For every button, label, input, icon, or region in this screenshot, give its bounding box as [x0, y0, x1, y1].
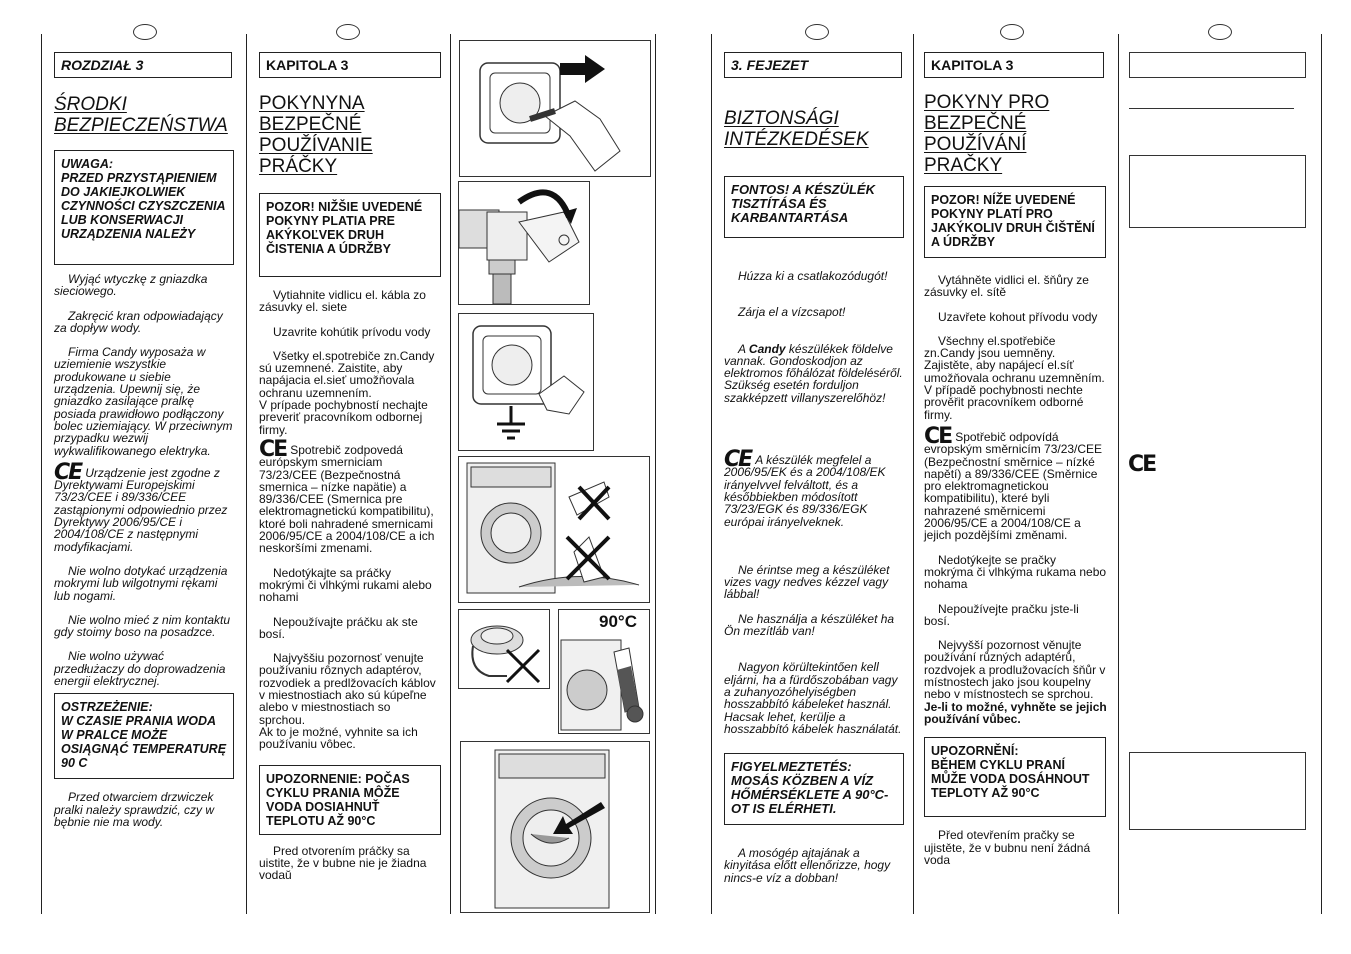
- empty-title-line: [1129, 108, 1294, 109]
- paragraph: Vytáhněte vidlici el. šňůry ze zásuvky el. sítě: [924, 273, 1089, 300]
- paragraph: Nagyon körültekintően kell eljárni, ha a fürdőszobában vagy a zuhanyozóhelyiségben hosszabbító kábeleket használ. Hacsak lehet, kerülje a hosszabbító kábelek használatát.: [724, 660, 902, 736]
- title-line: POUŽÍVANIE: [259, 135, 373, 156]
- section-title: [259, 93, 439, 177]
- language-marker: [1208, 24, 1232, 40]
- title-line: ŚRODKI: [54, 94, 127, 115]
- title-line: INTÉZKEDÉSEK: [724, 129, 869, 150]
- paragraph: Nejvyšší pozornost věnujte používání různých adaptérů, rozdvojek a prodlužovacích šňůr v místnostech jako jsou koupelny nebo v místnostech se sprchou.: [924, 638, 1106, 702]
- check-drum-illustration: [460, 741, 650, 913]
- title-line: BIZTONSÁGI: [724, 108, 839, 129]
- czech-column: [924, 52, 1107, 866]
- extension-cord-illustration: [458, 609, 550, 689]
- warning-box: POZOR! NIŽŠIE UVEDENÉ POKYNY PLATIA PRE AKÝKOĽVEK DRUH ČISTENIA A ÚDRŽBY: [259, 193, 441, 277]
- plug-socket-icon: [460, 41, 650, 176]
- column-divider: [913, 34, 914, 914]
- section-title: [924, 92, 1107, 176]
- warning-box: POZOR! NÍŽE UVEDENÉ POKYNY PLATÍ PRO JAKÝKOLIV DRUH ČIŠTĚNÍ A ÚDRŽBY: [924, 186, 1106, 258]
- paragraph: Pred otvorením práčky sa uistite, že v bubne nie je žiadna vodaŭ: [259, 843, 427, 883]
- paragraph: Húzza ki a csatlakozódugót!: [738, 269, 888, 283]
- column-divider: [246, 34, 247, 914]
- paragraph: Nie wolno używać przedłużaczy do doprowadzenia energii elektrycznej.: [54, 649, 226, 689]
- title-line: PRÁČKY: [259, 156, 338, 177]
- temperature-warning-box: UPOZORNENIE: POČAS CYKLU PRANIA MÔŽE VODA DOSIAHNUŤ TEPLOTU AŽ 90°C: [259, 765, 441, 835]
- paragraph-emphasis: Je-li to možné, vyhněte se jejich používání vůbec.: [924, 699, 1107, 726]
- paragraph: CE A készülék megfelel a 2006/95/EK és a 2004/108/EK irányelvvel felváltott, és a későbbiekben módosított 73/23/EGK és 89/336/EGK európai irányelveknek.: [724, 447, 886, 529]
- ground-plug-icon: [459, 314, 593, 450]
- language-marker: [805, 24, 829, 40]
- column-divider: [1321, 34, 1322, 914]
- chapter-header: KAPITOLA 3: [259, 52, 441, 78]
- paragraph: CE Spotřebič odpovídá evropským směrnicím 73/23/CEE (Bezpečnostní směrnice – nízké napětí) a 89/336/CEE (Směrnice pro elektromagnetickou kompatibilitu), které byli nahrazené směrnicemi 2006/95/CE a 2004/108/CE a jejich pozdějšími změnami.: [924, 423, 1103, 543]
- title-line: POKYNYNA: [259, 93, 365, 114]
- paragraph: Všetky el.spotrebiče zn.Candy sú uzemnené. Zaistite, aby napájacia el.sieť umožňovala ochranu uzemnením. V prípade pochybností nechajte preveriť pracovníkom odbornej firmy.: [259, 348, 435, 437]
- paragraph: Najvyššiu pozornosť venujte používaniu rôznych adaptérov, rozvodiek a predlžovacích káblov v miestnostiach ako sú kúpeľne alebo v miestnostiach so sprchou. Ak to je možné, vyhnite sa ich používaniu vôbec.: [259, 651, 436, 752]
- paragraph: Ne használja a készüléket ha Ön mezítláb van!: [724, 611, 895, 639]
- paragraph: CE Urządzenie jest zgodne z Dyrektywami Europejskimi 73/23/CEE i 89/336/CEE zastąpionymi odpowiednio przez Dyrektywy 2006/95/CE i 2004/108/CE z następnymi modyfikacjami.: [54, 459, 228, 554]
- ce-mark-icon: CE: [1128, 452, 1156, 477]
- paragraph: Ne érintse meg a készüléket vizes vagy nedves kézzel vagy lábbal!: [724, 562, 890, 602]
- chapter-header: ROZDZIAŁ 3: [54, 52, 232, 78]
- temperature-warning-box: UPOZORNĚNÍ: BĚHEM CYKLU PRANÍ MŮŽE VODA DOSÁHNOUT TEPLOTY AŽ 90°C: [924, 737, 1106, 817]
- paragraph: Všechny el.spotřebiče zn.Candy jsou uemněny. Zajistěte, aby napájecí el.síť umožňovala ochranu uzemněním. V případě pochybnosti nechte prověřit pracovníkem odborné firmy.: [924, 333, 1105, 422]
- title-line: BEZPEČNÉ: [259, 114, 362, 135]
- wet-hands-feet-illustration: [458, 456, 650, 603]
- paragraph: Zakręcić kran odpowiadający za dopływ wody.: [54, 308, 223, 335]
- column-divider: [655, 34, 656, 914]
- ce-mark-icon: CE: [54, 459, 82, 485]
- polish-column: [54, 52, 234, 828]
- washing-machine-door-icon: [461, 742, 649, 912]
- washing-machine-icon: [459, 457, 649, 602]
- slovak-column: [259, 52, 439, 881]
- chapter-header: KAPITOLA 3: [924, 52, 1104, 78]
- column-divider: [41, 34, 42, 914]
- column-divider: [1118, 34, 1119, 914]
- ce-mark-icon: CE: [924, 423, 952, 449]
- title-line: BEZPIECZEŃSTWA: [54, 115, 228, 136]
- column-divider: [450, 34, 451, 914]
- title-line: POKYNY PRO: [924, 92, 1050, 113]
- paragraph: Vytiahnite vidlicu el. kábla zo zásuvky el. siete: [259, 288, 426, 315]
- grounding-illustration: [458, 313, 594, 451]
- paragraph: Nedotýkejte se pračky mokrýma či vlhkýma rukama nebo nohama: [924, 552, 1107, 592]
- empty-warning-box: [1129, 155, 1306, 228]
- temperature-warning-box: OSTRZEŻENIE: W CZASIE PRANIA WODA W PRALCE MOŻE OSIĄGNĄĆ TEMPERATURĘ 90 C: [54, 693, 234, 779]
- paragraph: A mosógép ajtajának a kinyitása előtt ellenőrizze, hogy nincs-e víz a dobban!: [724, 846, 891, 885]
- paragraph: Nepoužívejte pračku jste-li bosí.: [924, 601, 1079, 628]
- language-marker: [1000, 24, 1024, 40]
- ce-mark-icon: CE: [724, 447, 752, 473]
- paragraph: CE Spotrebič zodpovedá európskym smerniciam 73/23/CEE (Bezpečnostná smernica – nízke napätie) a 89/336/CEE (Smernica pre elektromagnetickú kompatibilitu), ktoré boli nahradené smernicami 2006/95/CE a 2004/108/CE a ich neskoršími zmenami.: [259, 436, 435, 556]
- paragraph: Zárja el a vízcsapot!: [738, 305, 846, 320]
- paragraph: Před otevřením pračky se ujistěte, že v bubnu není žádná voda: [924, 828, 1091, 867]
- tap-icon: [459, 182, 589, 304]
- warning-box: FONTOS! A KÉSZÜLÉK TISZTÍTÁSA ÉS KARBANTARTÁSA: [724, 176, 904, 238]
- paragraph: Firma Candy wyposaża w uziemienie wszystkie produkowane u siebie urządzenia. Upewnij się, że gniazdko zasilające pralkę posiada prawidłowo podłączony bolec uziemiający. W przeciwnym przypadku wezwij wykwalifikowanego elektryka.: [54, 345, 233, 458]
- warning-box: UWAGA: PRZED PRZYSTĄPIENIEM DO JAKIEJKOLWIEK CZYNNOŚCI CZYSZCZENIA LUB KONSERWACJI URZĄDZENIA NALEŻY: [54, 150, 234, 265]
- hungarian-column: [724, 52, 904, 884]
- paragraph: Przed otwarciem drzwiczek pralki należy sprawdzić, czy w bębnie nie ma wody.: [54, 790, 215, 829]
- temperature-label: 90°C: [599, 612, 637, 631]
- paragraph: Wyjąć wtyczkę z gniazdka sieciowego.: [54, 272, 208, 299]
- temperature-warning-box: FIGYELMEZTETÉS: MOSÁS KÖZBEN A VÍZ HŐMÉRSÉKLETE A 90°C-OT IS ELÉRHETI.: [724, 753, 904, 825]
- paragraph: Nepoužívajte práčku ak ste bosí.: [259, 614, 418, 641]
- chapter-header: 3. FEJEZET: [724, 52, 902, 78]
- title-line: POUŽÍVÁNÍ PRAČKY: [924, 134, 1027, 176]
- ce-mark-icon: CE: [259, 436, 287, 462]
- paragraph: Uzavřete kohout přívodu vody: [938, 309, 1098, 324]
- language-marker: [133, 24, 157, 40]
- paragraph: Nedotýkajte sa práčky mokrými či vlhkými rukami alebo nohami: [259, 565, 432, 605]
- extension-reel-icon: [459, 610, 549, 688]
- water-tap-illustration: [458, 181, 590, 305]
- paragraph: Nie wolno dotykać urządzenia mokrymi lub wilgotnymi rękami lub nogami.: [54, 563, 228, 603]
- paragraph: A Candy készülékek földelve vannak. Gondoskodjon az elektromos főhálózat földeléséről. Szükség esetén forduljon szakképzett villanyszerelőhöz!: [724, 341, 903, 405]
- paragraph: Nie wolno mieć z nim kontaktu gdy stoimy boso na posadzce.: [54, 612, 231, 640]
- empty-temperature-warning-box: [1129, 752, 1306, 830]
- paragraph: Uzavrite kohútik prívodu vody: [273, 324, 431, 339]
- section-title: [54, 94, 234, 136]
- unplug-illustration: [459, 40, 651, 177]
- column-divider: [711, 34, 712, 914]
- language-marker: [336, 24, 360, 40]
- section-title: [724, 108, 904, 150]
- empty-chapter-box: [1129, 52, 1306, 78]
- high-temperature-illustration: [558, 609, 650, 734]
- title-line: BEZPEČNÉ: [924, 113, 1027, 134]
